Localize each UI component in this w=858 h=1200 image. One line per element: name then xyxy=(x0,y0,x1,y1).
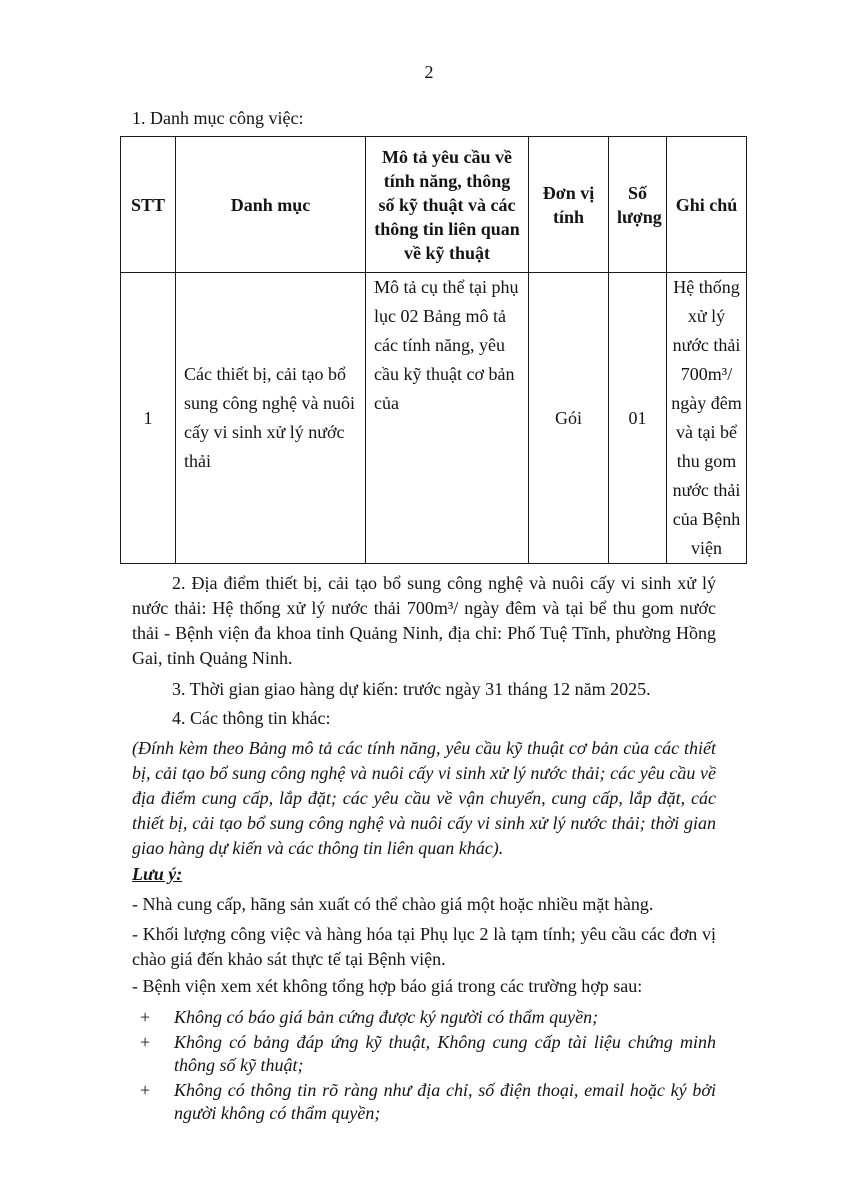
work-table xyxy=(120,136,747,564)
note-item-3: - Bệnh viện xem xét không tổng hợp báo giá trong các trường hợp sau: xyxy=(132,976,643,996)
cell-unit: Gói xyxy=(529,273,609,564)
list-item xyxy=(132,1006,716,1029)
cell-stt: 1 xyxy=(121,273,176,564)
plus-bullet: + xyxy=(140,1080,151,1100)
table-row xyxy=(121,273,747,564)
header-unit: Đơn vị tính xyxy=(529,137,609,273)
header-category: Danh mục xyxy=(176,137,366,273)
plus-bullet: + xyxy=(140,1007,151,1027)
list-item-text: Không có bảng đáp ứng kỹ thuật, Không cung cấp tài liệu chứng minh thông số kỹ thuật; xyxy=(174,1032,716,1075)
cell-description: Mô tả cụ thể tại phụ lục 02 Bảng mô tả các tính năng, yêu cầu kỹ thuật cơ bản của xyxy=(366,273,529,564)
note-item-2: - Khối lượng công việc và hàng hóa tại Phụ lục 2 là tạm tính; yêu cầu các đơn vị chào giá đến khảo sát thực tế tại Bệnh viện. xyxy=(132,924,716,969)
header-stt: STT xyxy=(121,137,176,273)
cell-quantity: 01 xyxy=(609,273,667,564)
exclusion-list xyxy=(132,1006,716,1127)
section-2-location: 2. Địa điểm thiết bị, cải tạo bổ sung công nghệ và nuôi cấy vi sinh xử lý nước thải: Hệ thống xử lý nước thải 700m³/ ngày đêm và tại bể thu gom nước thải - Bệnh viện đa khoa tỉnh Quảng Ninh, địa chỉ: Phố Tuệ Tĩnh, phường Hồng Gai, tỉnh Quảng Ninh. xyxy=(132,573,716,668)
list-item xyxy=(132,1079,716,1125)
section-3-delivery-time: 3. Thời gian giao hàng dự kiến: trước ngày 31 tháng 12 năm 2025. xyxy=(172,679,651,699)
cell-category: Các thiết bị, cải tạo bổ sung công nghệ và nuôi cấy vi sinh xử lý nước thải xyxy=(176,273,366,564)
header-quantity: Số lượng xyxy=(609,137,667,273)
cell-note: Hệ thống xử lý nước thải 700m³/ ngày đêm và tại bể thu gom nước thải của Bệnh viện xyxy=(667,273,747,564)
plus-bullet: + xyxy=(140,1032,151,1052)
attachment-note: (Đính kèm theo Bảng mô tả các tính năng, yêu cầu kỹ thuật cơ bản của các thiết bị, cải tạo bổ sung công nghệ và nuôi cấy vi sinh xử lý nước thải; các yêu cầu về địa điểm cung cấp, lắp đặt; các yêu cầu về vận chuyển, cung cấp, lắp đặt, các thiết bị, cải tạo bổ sung công nghệ và nuôi cấy vi sinh xử lý nước thải; thời gian giao hàng dự kiến và các thông tin liên quan khác). xyxy=(132,738,716,858)
list-item-text: Không có báo giá bản cứng được ký người có thẩm quyền; xyxy=(174,1007,599,1027)
list-item-text: Không có thông tin rõ ràng như địa chỉ, số điện thoại, email hoặc ký bởi người không có thẩm quyền; xyxy=(174,1080,716,1123)
note-item-1: - Nhà cung cấp, hãng sản xuất có thể chào giá một hoặc nhiều mặt hàng. xyxy=(132,894,654,914)
list-item xyxy=(132,1031,716,1077)
section-1-heading: 1. Danh mục công việc: xyxy=(132,108,304,128)
section-4-heading: 4. Các thông tin khác: xyxy=(172,708,331,728)
table-header-row xyxy=(121,137,747,273)
header-description: Mô tả yêu cầu về tính năng, thông số kỹ thuật và các thông tin liên quan về kỹ thuật xyxy=(366,137,529,273)
notes-heading: Lưu ý: xyxy=(132,864,183,884)
header-note: Ghi chú xyxy=(667,137,747,273)
page-number: 2 xyxy=(424,62,434,82)
